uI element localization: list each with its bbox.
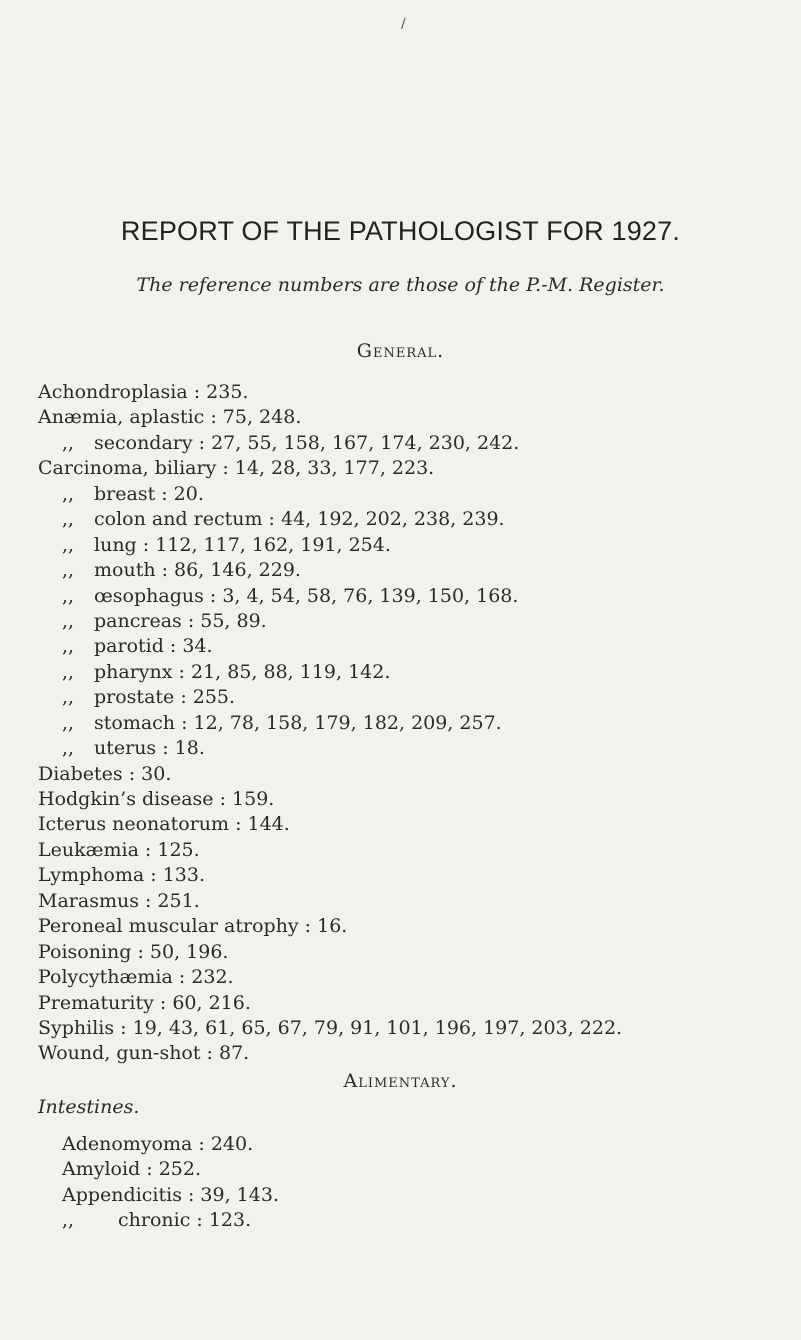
general-index-list — [38, 380, 622, 1067]
index-entry-text: Poisoning : 50, 196. — [38, 940, 229, 963]
index-entry-text: stomach : 12, 78, 158, 179, 182, 209, 257. — [94, 711, 502, 734]
ditto-mark: ,, — [62, 609, 75, 632]
ditto-mark: ,, — [62, 431, 75, 454]
index-entry — [38, 812, 622, 837]
index-entry — [62, 1132, 279, 1157]
index-entry-text: pancreas : 55, 89. — [94, 609, 267, 632]
index-entry-text: pharynx : 21, 85, 88, 119, 142. — [94, 660, 391, 683]
index-entry-text: Appendicitis : 39, 143. — [62, 1183, 279, 1206]
index-entry — [38, 762, 622, 787]
index-entry — [38, 380, 622, 405]
ditto-mark: ,, — [62, 737, 75, 760]
index-entry — [38, 482, 622, 507]
index-entry — [62, 1157, 279, 1182]
index-entry — [38, 634, 622, 659]
ditto-mark: ,, — [62, 1209, 75, 1232]
index-entry-text: Anæmia, aplastic : 75, 248. — [38, 406, 302, 429]
index-entry-text: Peroneal muscular atrophy : 16. — [38, 915, 348, 938]
index-entry-text: Adenomyoma : 240. — [62, 1133, 254, 1155]
section-heading-alimentary: Alimentary. — [343, 1070, 458, 1092]
index-entry — [62, 1183, 279, 1208]
index-entry-text: Diabetes : 30. — [38, 762, 172, 785]
index-entry-text: parotid : 34. — [94, 635, 213, 658]
index-entry — [38, 609, 622, 634]
index-entry — [38, 711, 622, 736]
index-entry-text: Icterus neonatorum : 144. — [38, 813, 290, 836]
index-entry — [38, 889, 622, 914]
index-entry — [38, 431, 622, 456]
index-entry — [38, 991, 622, 1016]
ditto-mark: ,, — [62, 533, 75, 556]
index-entry — [38, 736, 622, 761]
index-entry-text: Syphilis : 19, 43, 61, 65, 67, 79, 91, 101, 196, 197, 203, 222. — [38, 1016, 623, 1039]
index-entry-text: breast : 20. — [94, 482, 204, 505]
section-heading-general: General. — [356, 340, 445, 362]
page-subtitle: The reference numbers are those of the P.-M. Register. — [136, 274, 665, 296]
ditto-mark: ,, — [62, 660, 75, 683]
alimentary-index-list — [62, 1132, 279, 1234]
index-entry-text: uterus : 18. — [94, 737, 205, 760]
index-entry — [38, 660, 622, 685]
ditto-mark: ,, — [62, 482, 75, 505]
index-entry-text: lung : 112, 117, 162, 191, 254. — [94, 533, 391, 556]
index-entry — [38, 533, 622, 558]
subheading-intestines: Intestines. — [38, 1096, 140, 1118]
page-title: REPORT OF THE PATHOLOGIST FOR 1927. — [120, 216, 681, 246]
index-entry — [38, 863, 622, 888]
index-entry-text: Hodgkin’s disease : 159. — [38, 788, 275, 810]
index-entry — [38, 838, 622, 863]
index-entry — [38, 507, 622, 532]
index-entry — [38, 456, 622, 481]
index-entry-text: Carcinoma, biliary : 14, 28, 33, 177, 223. — [38, 457, 435, 480]
index-entry-text: Leukæmia : 125. — [38, 838, 200, 861]
index-entry-text: chronic : 123. — [118, 1209, 252, 1232]
ditto-mark: ,, — [62, 584, 75, 607]
index-entry — [38, 558, 622, 583]
index-entry — [38, 965, 622, 990]
index-entry-text: Amyloid : 252. — [62, 1158, 202, 1181]
ditto-mark: ,, — [62, 559, 75, 582]
ditto-mark: ,, — [62, 686, 75, 709]
index-entry-text: Marasmus : 251. — [38, 889, 200, 912]
index-entry — [38, 940, 622, 965]
index-entry — [38, 1016, 622, 1041]
index-entry-text: œsophagus : 3, 4, 54, 58, 76, 139, 150, 168. — [94, 584, 519, 607]
index-entry-text: prostate : 255. — [94, 686, 236, 709]
index-entry — [38, 914, 622, 939]
index-entry-text: mouth : 86, 146, 229. — [94, 559, 301, 582]
index-entry-text: colon and rectum : 44, 192, 202, 238, 239. — [94, 508, 505, 531]
index-entry-text: Lymphoma : 133. — [38, 864, 206, 887]
index-entry-text: Achondroplasia : 235. — [38, 381, 249, 403]
index-entry-text: Prematurity : 60, 216. — [38, 991, 251, 1014]
ditto-mark: ,, — [62, 711, 75, 734]
index-entry-text: secondary : 27, 55, 158, 167, 174, 230, 242. — [94, 431, 520, 454]
ditto-mark: ,, — [62, 635, 75, 658]
ditto-mark: ,, — [62, 508, 75, 531]
index-entry — [38, 405, 622, 430]
index-entry — [38, 584, 622, 609]
page-mark: / — [401, 16, 406, 32]
index-entry-text: Polycythæmia : 232. — [38, 966, 234, 989]
index-entry-text: Wound, gun-shot : 87. — [38, 1042, 250, 1065]
index-entry — [38, 1041, 622, 1066]
index-entry — [38, 685, 622, 710]
index-entry — [62, 1208, 279, 1233]
index-entry — [38, 787, 622, 812]
